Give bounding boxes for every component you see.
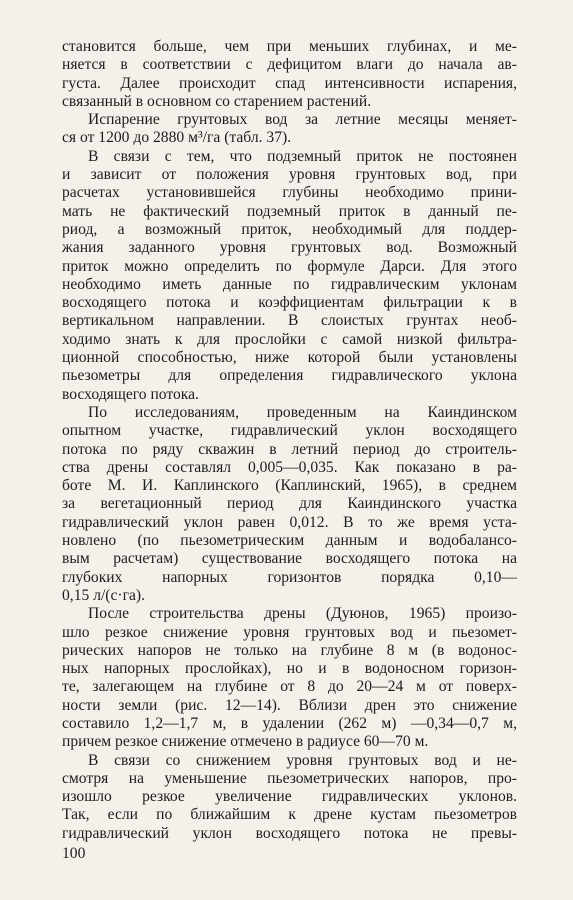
text-line: риод, а возможный приток, необходимый для поддер- [62, 220, 517, 238]
text-line: составило 1,2—1,7 м, в удалении (262 м) —0,34—0,7 м, [62, 714, 517, 732]
paragraph [62, 605, 517, 751]
paragraph [62, 38, 517, 111]
text-line: Так, если по ближайшим к дрене кустам пьезометров [62, 806, 517, 824]
text-line: глубоких напорных горизонтов порядка 0,10— [62, 568, 517, 586]
text-line: вым расчетам) существование восходящего потока на [62, 550, 517, 568]
text-line: 0,15 л/(с·га). [62, 586, 146, 604]
text-line: связанный в основном со старением растений. [62, 92, 372, 110]
page-number: 100 [62, 845, 86, 862]
text-line: восходящего потока и коэффициентам фильтрации к в [62, 294, 517, 312]
text-line: няется в соответствии с дефицитом влаги до начала ав- [62, 56, 517, 74]
paragraph [62, 404, 517, 605]
text-line: смотря на уменьшение пьезометрических напоров, про- [62, 769, 517, 787]
paragraph [62, 752, 517, 843]
text-line: ходимо знать к для прослойки с самой низкой фильтра- [62, 330, 517, 348]
text-line: Испарение грунтовых вод за летние месяцы меняет- [88, 111, 517, 129]
text-line: боте М. И. Каплинского (Каплинский, 1965), в среднем [62, 477, 517, 495]
text-line: После строительства дрены (Дуюнов, 1965) произо- [88, 605, 517, 623]
text-line: ционной способностью, ниже которой были установлены [62, 349, 517, 367]
text-line: жания заданного уровня грунтовых вод. Возможный [62, 239, 517, 257]
paragraph [62, 148, 517, 404]
text-line: ства дрены составлял 0,005—0,035. Как показано в ра- [62, 458, 517, 476]
text-line: за вегетационный период для Каиндинского участка [62, 495, 517, 513]
text-line: По исследованиям, проведенным на Каиндинском [88, 403, 517, 421]
text-line: изошло резкое увеличение гидравлических уклонов. [62, 788, 517, 806]
text-line: ных напорных прослойках), но и в водоносном горизон- [62, 660, 517, 678]
text-line: пьезометры для определения гидравлического уклона [62, 367, 517, 385]
text-line: густа. Далее происходит спад интенсивности испарения, [62, 74, 517, 92]
text-line: причем резкое снижение отмечено в радиусе 60—70 м. [62, 733, 429, 751]
text-line: восходящего потока. [62, 385, 199, 403]
text-line: потока по ряду скважин в летний период до строитель- [62, 440, 517, 458]
text-line: расчетах установившейся глубины необходимо прини- [62, 184, 517, 202]
text-line: шло резкое снижение уровня грунтовых вод и пьезомет- [62, 623, 517, 641]
text-line: ся от 1200 до 2880 м³/га (табл. 37). [62, 129, 292, 147]
text-line: рических напоров не только на глубине 8 м (в водонос- [62, 641, 517, 659]
text-line: приток можно определить по формуле Дарси. Для этого [62, 257, 517, 275]
text-line: становится больше, чем при меньших глубинах, и ме- [62, 38, 517, 55]
text-line: гидравлический уклон восходящего потока не превы- [62, 824, 517, 842]
text-line: необходимо иметь данные по гидравлическим уклонам [62, 275, 517, 293]
text-line: опытном участке, гидравлический уклон восходящего [62, 422, 517, 440]
page-body [62, 38, 517, 843]
text-line: В связи с тем, что подземный приток не постоянен [88, 147, 517, 165]
text-line: и зависит от положения уровня грунтовых вод, при [62, 166, 517, 184]
text-line: В связи со снижением уровня грунтовых вод и не- [88, 751, 517, 769]
text-line: вертикальном направлении. В слоистых грунтах необ- [62, 312, 517, 330]
text-line: ности земли (рис. 12—14). Вблизи дрен это снижение [62, 696, 517, 714]
paragraph [62, 111, 517, 148]
text-line: те, залегающем на глубине от 8 до 20—24 м от поверх- [62, 678, 517, 696]
text-line: мать не фактический подземный приток в данный пе- [62, 202, 517, 220]
text-line: гидравлический уклон равен 0,012. В то же время уста- [62, 513, 517, 531]
text-line: новлено (по пьезометрическим данным и водобалансо- [62, 532, 517, 550]
